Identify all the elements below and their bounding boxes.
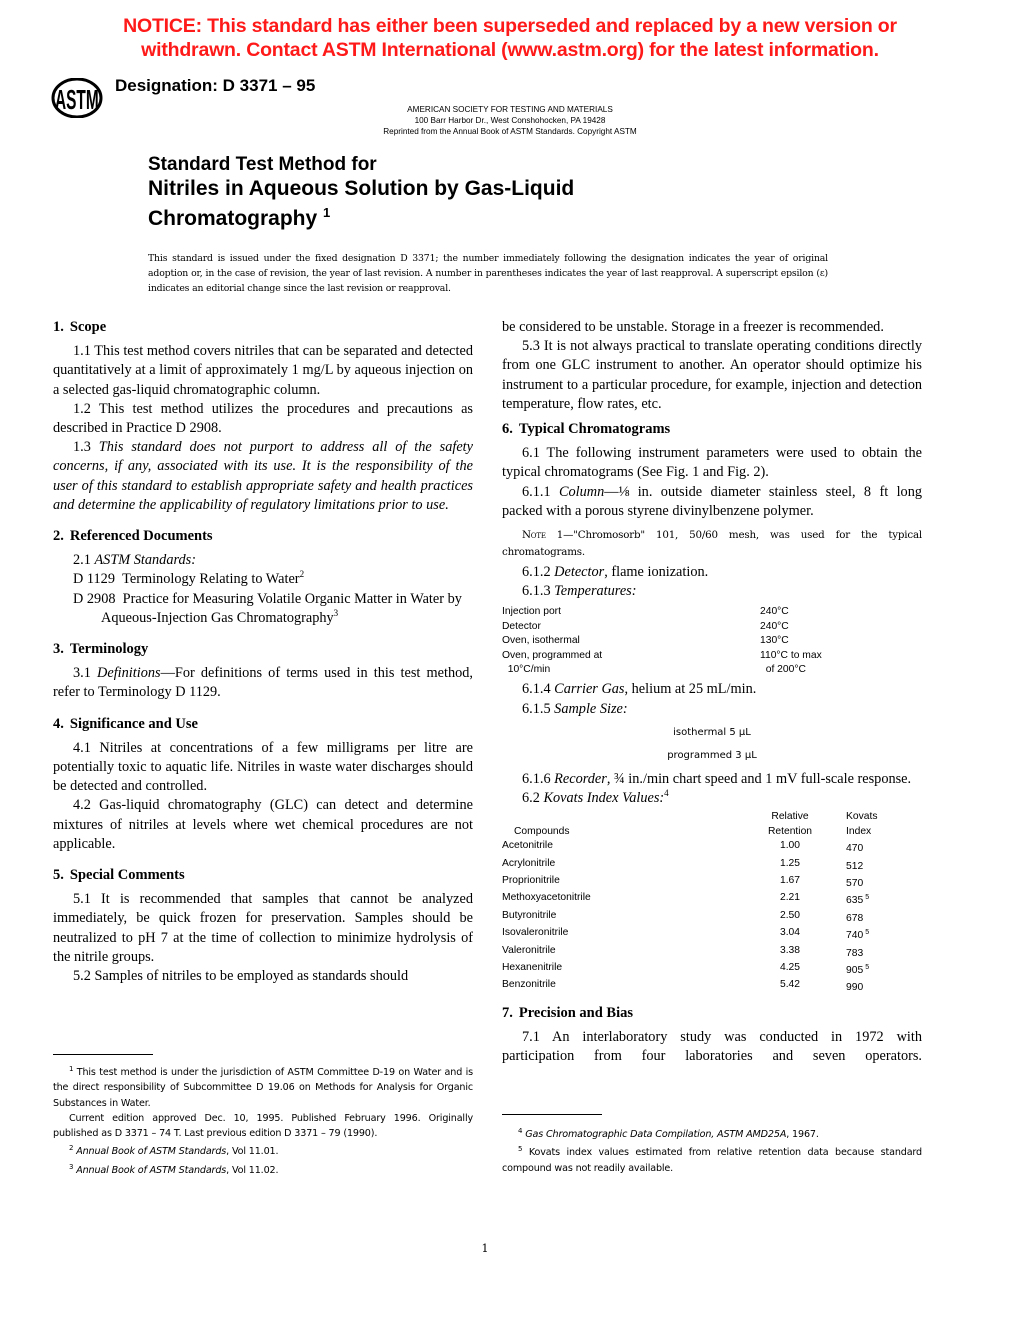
temp-value: 110°C to max	[760, 649, 822, 661]
term: Column	[559, 483, 605, 500]
footnote-ref[interactable]: 5	[865, 894, 870, 902]
header-text: Kovats	[846, 811, 878, 823]
footnote-source: Annual Book of ASTM Standards	[76, 1146, 227, 1158]
paragraph-number: 6.1.2	[522, 564, 551, 581]
paragraph-number: 6.1.6	[522, 770, 551, 787]
title-line-2: Nitriles in Aqueous Solution by Gas-Liquid	[148, 177, 575, 200]
table-row	[502, 909, 922, 926]
section-heading	[53, 866, 473, 885]
footnote-text: This test method is under the jurisdiction of ASTM Committee D-19 on Water and is the direct responsibility of Subcommittee D 19.06 on Methods for Analysis for Organic Substances in Water.	[53, 1067, 473, 1109]
compound-name: Acetonitrile	[502, 840, 553, 852]
kovats-index: 990	[846, 982, 864, 994]
reprint-notice: Reprinted from the Annual Book of ASTM Standards. Copyright ASTM	[383, 127, 637, 136]
footnote-2	[53, 1141, 473, 1159]
footnote-mark: 3	[69, 1162, 74, 1171]
table-row	[502, 891, 922, 908]
reference-item	[53, 570, 473, 589]
notice-line-2: withdrawn. Contact ASTM International (www.astm.org) for the latest information.	[141, 39, 879, 61]
compound-name: Proprionitrile	[502, 874, 560, 886]
table-row	[502, 874, 922, 891]
footnote-divider	[502, 1114, 602, 1115]
relative-retention: 3.38	[779, 944, 801, 956]
title-line-3	[148, 201, 574, 231]
footnote-5	[502, 1142, 922, 1176]
footnote-ref[interactable]: 3	[333, 607, 339, 618]
publisher-info	[300, 104, 720, 137]
paragraph-text: —⅛ in. outside diameter stainless steel, 8 ft long packed with a porous styrene divinylbenzene polymer.	[502, 483, 923, 519]
temp-label: Detector	[502, 620, 541, 632]
compound-name: Benzonitrile	[502, 979, 556, 991]
paragraph-6-1-6	[502, 770, 922, 789]
temperatures-table	[502, 605, 922, 677]
header-text: Retention	[767, 825, 813, 837]
footnote-text: Current edition approved Dec. 10, 1995. Published February 1996. Originally published as D 3371 – 74 T. Last previous edition D 3371 – 79 (1990).	[53, 1112, 473, 1140]
title-line-1: Standard Test Method for	[148, 154, 377, 175]
paragraph-1-2: 1.2 This test method utilizes the procedures and precautions as described in Practice D 2908.	[53, 400, 473, 437]
publisher-address: 100 Barr Harbor Dr., West Conshohocken, PA 19428	[414, 116, 606, 125]
astm-standards-label: ASTM Standards:	[94, 552, 196, 569]
paragraph-number: 3.1	[73, 665, 91, 682]
paragraph-4-2: 4.2 Gas-liquid chromatography (GLC) can detect and determine mixtures of nitriles at levels where wet chemical procedures are not applicable.	[53, 797, 473, 852]
footnotes-right	[502, 1124, 922, 1176]
kovats-index-cell	[846, 891, 922, 908]
section-number: 4.	[53, 715, 64, 732]
relative-retention: 2.50	[779, 909, 801, 921]
term: Kovats Index Values:	[543, 790, 665, 807]
table-row	[502, 605, 922, 619]
section-terminology	[53, 640, 473, 703]
paragraph-6-1-4	[502, 680, 922, 699]
title-footnote-ref[interactable]: 1	[323, 205, 331, 220]
temp-value: 240°C	[760, 606, 789, 618]
kovats-index-table	[502, 810, 922, 995]
sample-size-isothermal: isothermal 5 μL	[673, 726, 751, 738]
section-title: Referenced Documents	[69, 528, 213, 545]
section-heading	[502, 420, 922, 439]
section-significance	[53, 715, 473, 854]
paragraph-text: , helium at 25 mL/min.	[624, 681, 757, 698]
section-number: 5.	[53, 867, 64, 884]
footnote-text: , 1967.	[786, 1129, 819, 1140]
publisher-name: AMERICAN SOCIETY FOR TESTING AND MATERIALS	[407, 105, 613, 114]
paragraph-number: 6.1.1	[522, 483, 551, 500]
section-title: Precision and Bias	[518, 1004, 634, 1021]
relative-retention: 3.04	[779, 927, 801, 939]
temp-value: 130°C	[760, 635, 789, 647]
section-heading	[53, 318, 473, 337]
kovats-index: 512	[846, 860, 864, 872]
footnote-text: , Vol 11.01.	[226, 1146, 279, 1158]
note-label: Note 1	[522, 529, 564, 542]
kovats-index-cell	[846, 961, 922, 978]
kovats-index-cell	[846, 839, 922, 856]
relative-retention: 1.00	[779, 840, 801, 852]
astm-logo-icon	[51, 78, 103, 118]
paragraph-number: 6.2	[522, 790, 540, 807]
temp-label: Oven, programmed at	[502, 649, 603, 661]
paragraph-6-1: 6.1 The following instrument parameters were used to obtain the typical chromatograms (See Fig. 1 and Fig. 2).	[502, 445, 922, 481]
kovats-index-cell	[846, 978, 922, 995]
footnote-source: Annual Book of ASTM Standards	[76, 1164, 227, 1176]
temp-value: of 200°C	[760, 664, 806, 676]
relative-retention: 1.67	[779, 874, 801, 886]
compound-name: Isovaleronitrile	[502, 927, 569, 939]
safety-caveat: This standard does not purport to address all of the safety concerns, if any, associated with its use. It is the responsibility of the user of this standard to establish appropriate safety and health practices and determine the applicability of regulatory limitations prior to use.	[53, 439, 473, 513]
footnote-mark: 4	[518, 1127, 523, 1135]
paragraph-5-2-end: be considered to be unstable. Storage in a freezer is recommended.	[502, 319, 884, 335]
right-column	[502, 318, 922, 1078]
paragraph-text: , flame ionization.	[604, 564, 709, 581]
section-title: Typical Chromatograms	[518, 421, 671, 438]
section-title: Significance and Use	[69, 715, 198, 732]
section-typical-chromatograms	[502, 420, 922, 996]
kovats-index-cell	[846, 874, 922, 891]
note-text: —"Chromosorb" 101, 50/60 mesh, was used for the typical chromatograms.	[502, 529, 922, 559]
paragraph-5-2-start: 5.2 Samples of nitriles to be employed as standards should	[73, 968, 409, 985]
paragraph-text: —For definitions of terms used in this test method, refer to Terminology D 1129.	[53, 665, 474, 701]
footnote-ref[interactable]: 4	[664, 788, 669, 799]
paragraph-6-1-5	[502, 700, 922, 719]
reference-title: Practice for Measuring Volatile Organic Matter in Water by Aqueous-Injection Gas Chromatography	[101, 590, 462, 626]
reference-code[interactable]: D 2908	[73, 590, 116, 607]
header-text: Index	[846, 825, 872, 837]
temp-label: 10°C/min	[502, 664, 551, 676]
section-title: Special Comments	[69, 867, 185, 884]
term: Detector	[554, 564, 605, 581]
table-row	[502, 620, 922, 634]
header-text: Relative	[771, 811, 809, 823]
paragraph-4-1: 4.1 Nitriles at concentrations of a few milligrams per litre are potentially toxic to aquatic life. Nitriles in waste water discharges should be detected and controlled.	[53, 739, 473, 795]
section-scope	[53, 318, 473, 515]
compound-name: Acrylonitrile	[502, 857, 556, 869]
section-referenced-documents	[53, 527, 473, 628]
table-row	[502, 978, 922, 995]
paragraph-text: , ¾ in./min chart speed and 1 mV full-scale response.	[606, 770, 912, 787]
footnote-text: , Vol 11.02.	[226, 1164, 279, 1176]
term: Carrier Gas	[554, 681, 625, 698]
table-row	[502, 634, 922, 648]
temp-value: 240°C	[760, 620, 789, 632]
compound-name: Hexanenitrile	[502, 961, 563, 973]
kovats-index: 783	[846, 947, 864, 959]
compound-name: Methoxyacetonitrile	[502, 892, 591, 904]
title-line-3-text: Chromatography	[148, 207, 318, 230]
left-column	[53, 318, 473, 998]
paragraph-number: 6.1.3	[522, 583, 551, 600]
footnote-ref[interactable]: 2	[299, 569, 305, 580]
column-header-retention	[734, 810, 846, 839]
paragraph-6-1-2	[502, 563, 922, 582]
kovats-index: 570	[846, 877, 864, 889]
temp-label: Oven, isothermal	[502, 635, 580, 647]
section-heading	[502, 1004, 922, 1023]
sample-size-programmed: programmed 3 μL	[667, 749, 757, 761]
section-heading	[53, 527, 473, 546]
kovats-index-cell	[846, 926, 922, 943]
footnote-3	[53, 1160, 473, 1178]
sample-sizes	[502, 721, 922, 767]
paragraph-3-1	[53, 664, 473, 702]
reference-code[interactable]: D 1129	[73, 571, 115, 588]
footnotes-left	[53, 1062, 473, 1178]
section-title: Scope	[69, 319, 107, 335]
compound-name: Butyronitrile	[502, 909, 557, 921]
footnote-ref[interactable]: 5	[865, 963, 870, 971]
table-row	[502, 663, 922, 677]
kovats-index-cell	[846, 909, 922, 926]
kovats-index: 635	[846, 895, 864, 907]
section-number: 1.	[53, 319, 64, 335]
paragraph-1-1: 1.1 This test method covers nitriles that can be separated and detected quantitatively at a limit of approximately 1 mg/L by aqueous injection on a selected gas-liquid chromatographic column.	[53, 343, 473, 398]
supersession-notice	[0, 14, 1020, 62]
kovats-index-cell	[846, 944, 922, 961]
compound-name: Valeronitrile	[502, 944, 556, 956]
section-title: Terminology	[69, 641, 149, 658]
reference-title: Terminology Relating to Water	[122, 571, 300, 588]
section-number: 2.	[53, 528, 64, 545]
relative-retention: 2.21	[779, 892, 801, 904]
section-special-comments-cont	[502, 318, 922, 414]
note-1	[502, 527, 922, 561]
paragraph-5-1: 5.1 It is recommended that samples that cannot be analyzed immediately, be quick frozen for preservation. Samples should be neutralized to pH 7 at the time of collection to minimize hydrolysis of the nitrile groups.	[53, 891, 473, 965]
paragraph-7-1: 7.1 An interlaboratory study was conducted in 1972 with participation from four laboratories and seven operators.	[502, 1028, 922, 1065]
section-precision-bias	[502, 1004, 922, 1067]
relative-retention: 5.42	[779, 979, 801, 991]
table-row	[502, 649, 922, 663]
page-number: 1	[481, 1242, 489, 1255]
table-row	[502, 926, 922, 943]
table-row	[502, 944, 922, 961]
column-header-index	[846, 810, 922, 839]
paragraph-2-1	[53, 551, 473, 570]
paragraph-6-2	[502, 789, 922, 808]
paragraph-1-3	[53, 438, 473, 515]
temp-label: Injection port	[502, 606, 561, 618]
kovats-index: 678	[846, 912, 864, 924]
kovats-table-body	[502, 839, 922, 996]
paragraph-number: 6.1.4	[522, 681, 551, 698]
footnote-4	[502, 1124, 922, 1142]
footnote-mark: 2	[69, 1144, 74, 1153]
paragraph-number: 1.3	[73, 439, 91, 456]
table-header-row	[502, 810, 922, 839]
relative-retention: 4.25	[779, 961, 801, 973]
footnote-1	[53, 1062, 473, 1111]
term: Temperatures:	[554, 583, 637, 600]
kovats-index: 740	[846, 930, 864, 942]
svg-text:ASTM: ASTM	[55, 84, 99, 116]
section-special-comments	[53, 866, 473, 986]
table-row	[502, 857, 922, 874]
paragraph-number: 6.1.5	[522, 700, 551, 717]
term: Definitions	[97, 665, 161, 682]
section-number: 7.	[502, 1004, 513, 1021]
paragraph-number: 2.1	[73, 552, 91, 569]
paragraph-5-3: 5.3 It is not always practical to translate operating conditions directly from one GLC instrument to another. An operator should optimize his instrument to a particular procedure, for example, injection and detection temperature, flow rates, etc.	[502, 338, 922, 412]
issuance-statement: This standard is issued under the fixed designation D 3371; the number immediately following the designation indicates the year of original adoption or, in the case of revision, the year of last revision. A number in parentheses indicates the year of last reapproval. A superscript epsilon (ε) indicates an editorial change since the last revision or reapproval.	[148, 253, 828, 294]
kovats-index: 470	[846, 843, 864, 855]
footnote-source: Gas Chromatographic Data Compilation, ASTM AMD25A	[525, 1129, 787, 1140]
header-text: Compounds	[514, 825, 570, 837]
footnote-ref[interactable]: 5	[865, 929, 870, 937]
section-heading	[53, 715, 473, 734]
section-number: 6.	[502, 421, 513, 438]
reference-item	[53, 590, 473, 628]
footnote-mark: 5	[518, 1145, 523, 1154]
kovats-index: 905	[846, 964, 864, 976]
footnote-text: Kovats index values estimated from relative retention data because standard compound was not readily available.	[502, 1147, 922, 1174]
term: Recorder	[554, 770, 607, 787]
table-row	[502, 961, 922, 978]
footnote-1-edition	[53, 1111, 473, 1142]
relative-retention: 1.25	[779, 857, 801, 869]
table-row	[502, 839, 922, 856]
column-header-compounds	[502, 810, 734, 839]
section-number: 3.	[53, 641, 64, 658]
notice-line-1: NOTICE: This standard has either been superseded and replaced by a new version or	[123, 15, 897, 37]
paragraph-6-1-3	[502, 582, 922, 601]
document-title	[148, 153, 574, 231]
section-heading	[53, 640, 473, 659]
paragraph-6-1-1	[502, 483, 922, 521]
term: Sample Size:	[554, 700, 628, 717]
designation: Designation: D 3371 – 95	[115, 76, 316, 95]
kovats-index-cell	[846, 857, 922, 874]
footnote-divider	[53, 1054, 153, 1055]
footnote-mark: 1	[69, 1065, 74, 1073]
